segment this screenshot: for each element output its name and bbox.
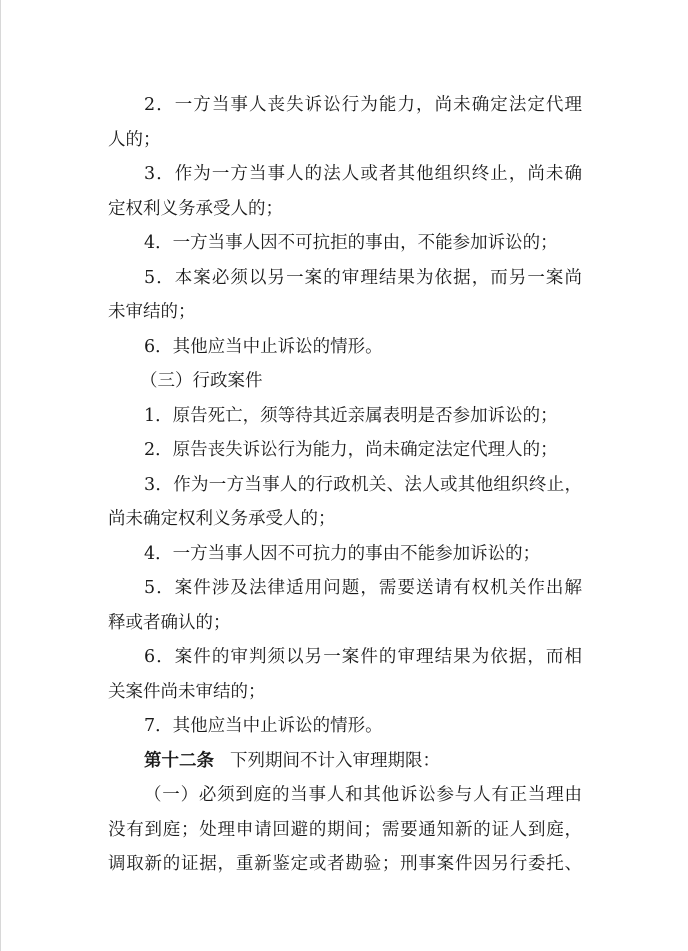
section-heading [108,364,582,399]
paragraph-line [108,606,582,641]
paragraph-line [108,157,582,192]
paragraph-line [108,847,582,882]
line-text: 人的； [108,129,161,150]
line-text: 7．其他应当中止诉讼的情形。 [144,716,383,736]
paragraph-line [108,675,582,710]
line-text: （一）必须到庭的当事人和其他诉讼参与人有正当理由 [144,785,582,805]
line-text: 关案件尚未审结的； [108,681,266,702]
article-line [108,744,582,779]
paragraph-line [108,88,582,123]
paragraph-line [108,502,582,537]
paragraph-line [108,709,582,744]
line-text: 5．案件涉及法律适用问题，需要送请有权机关作出解 [144,578,582,598]
line-text: 释或者确认的； [108,612,231,633]
document-body [108,88,582,882]
line-text: 4．一方当事人因不可抗力的事由不能参加诉讼的； [144,543,541,564]
paragraph-line [108,571,582,606]
paragraph-line [108,295,582,330]
line-text: 没有到庭；处理申请回避的期间；需要通知新的证人到庭， [108,819,582,840]
paragraph-line [108,778,582,813]
paragraph-line [108,123,582,158]
line-text: 6．其他应当中止诉讼的情形。 [144,336,383,357]
paragraph-line [108,192,582,227]
line-text: 2．原告丧失诉讼行为能力，尚未确定法定代理人的； [144,440,558,460]
line-text: 未审结的； [108,302,196,322]
line-text: 4．一方当事人因不可抗拒的事由，不能参加诉讼的； [144,233,558,253]
paragraph-line [108,468,582,503]
article-heading: 第十二条 [144,750,214,771]
line-text: 3．作为一方当事人的行政机关、法人或其他组织终止， [144,474,582,495]
line-text: 3．作为一方当事人的法人或者其他组织终止，尚未确 [144,164,582,184]
line-text: 定权利义务承受人的； [108,198,283,219]
paragraph-line [108,537,582,572]
line-text: 6．案件的审判须以另一案件的审理结果为依据，而相 [144,647,582,667]
line-text: 调取新的证据，重新鉴定或者勘验；刑事案件因另行委托、 [108,854,582,874]
line-text: 尚未确定权利义务承受人的； [108,509,336,529]
line-text: 5．本案必须以另一案的审理结果为依据，而另一案尚 [144,267,582,288]
paragraph-line [108,261,582,296]
article-text: 下列期间不计入审理期限： [230,750,440,771]
paragraph-line [108,433,582,468]
paragraph-line [108,226,582,261]
page-left-edge [0,0,1,951]
line-text: （三）行政案件 [140,371,263,391]
line-text: 1．原告死亡，须等待其近亲属表明是否参加诉讼的； [144,405,558,426]
line-text: 2．一方当事人丧失诉讼行为能力，尚未确定法定代理 [144,95,582,115]
paragraph-line [108,813,582,848]
paragraph-line [108,330,582,365]
paragraph-line [108,640,582,675]
paragraph-line [108,399,582,434]
